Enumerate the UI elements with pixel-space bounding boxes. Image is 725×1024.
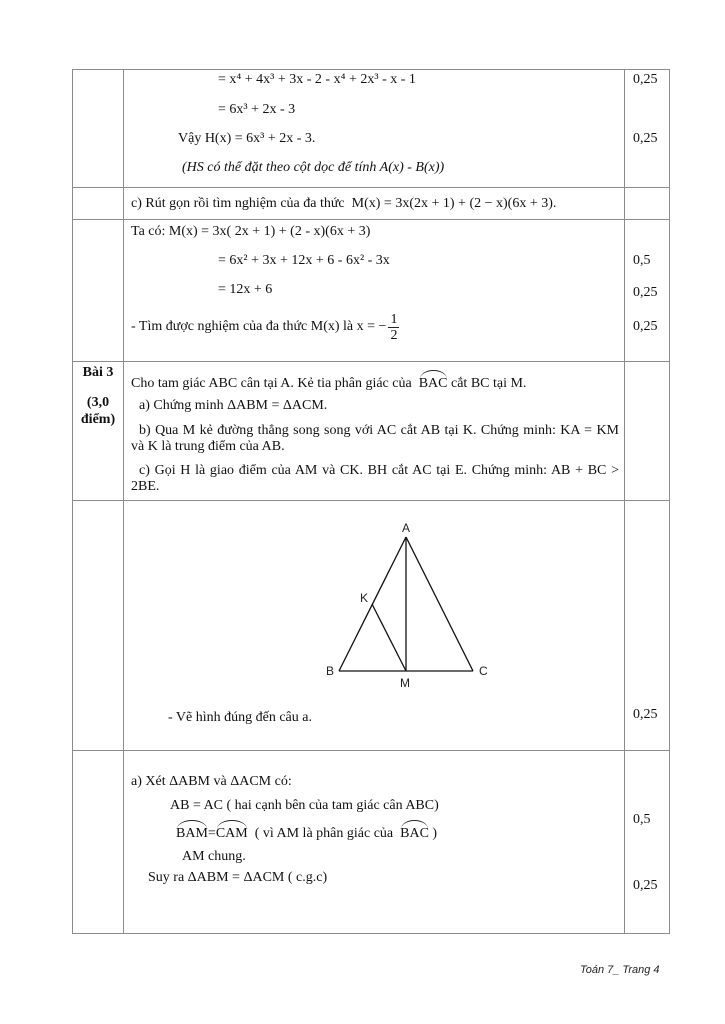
ta-co-line: Ta có: M(x) = 3x( 2x + 1) + (2 - x)(6x + 3) xyxy=(131,224,371,239)
solution-line: AM chung. xyxy=(182,849,246,864)
score-cell xyxy=(625,220,670,362)
score-value: 0,25 xyxy=(633,285,658,300)
table-row xyxy=(73,188,670,220)
content-cell xyxy=(124,188,625,220)
angle-bac: BAC xyxy=(418,376,448,391)
question-cell xyxy=(73,188,124,220)
fraction-numerator: 1 xyxy=(390,311,398,327)
simplified-line: = 6x³ + 2x - 3 xyxy=(218,102,296,117)
angle-cam: CAM xyxy=(215,826,248,841)
score-value: 0,25 xyxy=(633,319,658,334)
answer-table xyxy=(72,69,670,934)
table-row xyxy=(73,501,670,751)
content-cell xyxy=(124,70,625,188)
expansion-line: = x⁴ + 4x³ + 3x - 2 - x⁴ + 2x³ - x - 1 xyxy=(218,72,416,87)
minus-sign: − xyxy=(378,319,387,334)
table-row xyxy=(73,70,670,188)
task-c-line xyxy=(131,196,556,212)
score-value: 0,25 xyxy=(633,707,658,722)
solution-line: a) Xét ΔABM và ΔACM có: xyxy=(131,774,292,789)
equals-sign: = xyxy=(207,826,216,841)
question-cell xyxy=(73,501,124,751)
figure-caption: - Vẽ hình đúng đến câu a. xyxy=(168,710,312,725)
score-value: 0,25 xyxy=(633,72,658,87)
question-title: Bài 3 xyxy=(82,365,114,380)
root-line xyxy=(131,310,399,344)
note-line: (HS có thể đặt theo cột dọc để tính A(x) - B(x)) xyxy=(182,160,445,175)
fraction xyxy=(388,312,399,343)
table-row xyxy=(73,751,670,934)
content-cell xyxy=(124,220,625,362)
angle-bac: BAC xyxy=(400,826,429,841)
label-m: M xyxy=(400,676,410,690)
question-points: (3,0 xyxy=(86,395,110,410)
content-cell xyxy=(124,501,625,751)
table-row xyxy=(73,362,670,501)
score-value: 0,25 xyxy=(633,878,658,893)
question-cell xyxy=(73,70,124,188)
score-cell xyxy=(625,751,670,934)
simplified-line: = 12x + 6 xyxy=(218,282,273,297)
polynomial-formula: M(x) = 3x(2x + 1) + (2 − x)(6x + 3). xyxy=(351,196,557,211)
score-value: 0,5 xyxy=(633,253,651,268)
part-b: b) Qua M kẻ đường thẳng song song với AC cắt AB tại K. Chứng minh: KA = KM và K là trung điểm của AB. xyxy=(131,423,619,454)
table-row xyxy=(73,220,670,362)
score-value: 0,25 xyxy=(633,131,658,146)
question-cell xyxy=(73,220,124,362)
task-c-text: c) Rút gọn rồi tìm nghiệm của đa thức xyxy=(131,196,345,211)
score-cell xyxy=(625,501,670,751)
label-c: C xyxy=(479,664,488,678)
expanded-line: = 6x² + 3x + 12x + 6 - 6x² - 3x xyxy=(218,253,390,268)
solution-conclusion: Suy ra ΔABM = ΔACM ( c.g.c) xyxy=(148,870,328,885)
solution-line: AB = AC ( hai cạnh bên của tam giác cân ABC) xyxy=(170,798,439,813)
label-a: A xyxy=(402,521,411,535)
content-cell xyxy=(124,362,625,501)
angle-equality-line xyxy=(176,826,437,842)
angle-bam: BAM xyxy=(176,826,208,841)
angle-reason: ( vì AM là phân giác của xyxy=(254,826,394,841)
part-c: c) Gọi H là giao điểm của AM và CK. BH cắt AC tại E. Chứng minh: AB + BC > 2BE. xyxy=(131,463,619,494)
part-a: a) Chứng minh ΔABM = ΔACM. xyxy=(139,398,328,413)
score-cell xyxy=(625,70,670,188)
score-cell xyxy=(625,188,670,220)
closing-paren: ) xyxy=(432,826,438,841)
label-k: K xyxy=(360,591,369,605)
question-points-unit: điểm) xyxy=(80,412,116,427)
segment-km xyxy=(372,604,406,671)
root-text: - Tìm được nghiệm của đa thức M(x) là x = xyxy=(131,319,376,334)
fraction-denominator: 2 xyxy=(390,327,398,343)
question-cell xyxy=(73,751,124,934)
page-footer: Toán 7_ Trang 4 xyxy=(580,964,660,976)
question-label-cell xyxy=(73,362,124,501)
problem-intro-text: Cho tam giác ABC cân tại A. Kẻ tia phân giác của xyxy=(131,376,412,391)
problem-intro-end: cắt BC tại M. xyxy=(451,376,527,391)
score-value: 0,5 xyxy=(633,812,651,827)
problem-intro xyxy=(131,376,526,392)
side-ac xyxy=(406,537,473,671)
conclusion-line: Vậy H(x) = 6x³ + 2x - 3. xyxy=(178,131,316,146)
label-b: B xyxy=(326,664,335,678)
content-cell xyxy=(124,751,625,934)
score-cell xyxy=(625,362,670,501)
